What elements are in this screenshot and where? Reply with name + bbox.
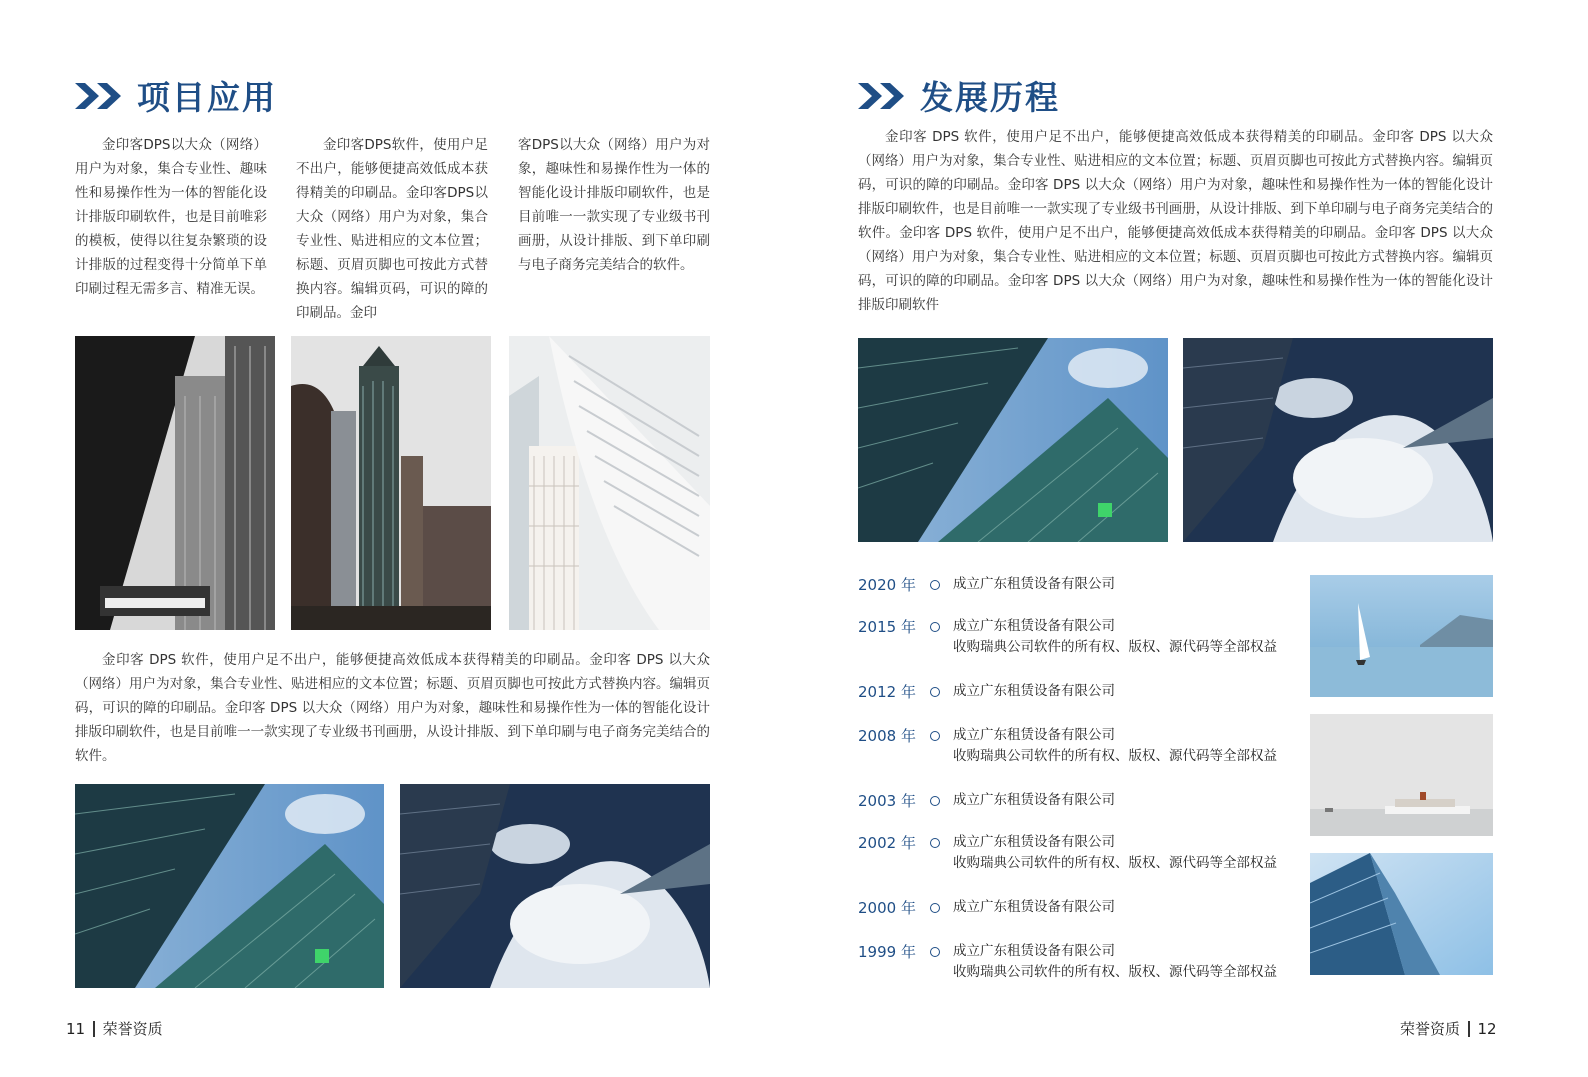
left-footer <box>66 1018 163 1039</box>
city-tower-photo <box>291 336 491 630</box>
timeline-description <box>953 790 1115 811</box>
left-page-number: 11 <box>66 1019 86 1038</box>
sailboat-photo <box>1310 575 1493 697</box>
right-page-number: 12 <box>1477 1019 1497 1038</box>
timeline-line-2: 收购瑞典公司软件的所有权、版权、源代码等全部权益 <box>953 964 1277 980</box>
timeline-line-2: 收购瑞典公司软件的所有权、版权、源代码等全部权益 <box>953 855 1277 871</box>
timeline-dot-icon <box>930 580 940 590</box>
glass-towers-photo-left <box>75 784 384 988</box>
timeline-entry <box>858 725 1308 767</box>
timeline-dot-icon <box>930 903 940 913</box>
timeline-line-1: 成立广东租赁设备有限公司 <box>953 683 1115 699</box>
timeline-dot-icon <box>930 687 940 697</box>
glass-towers-photo-right <box>858 338 1168 542</box>
timeline-dot-icon <box>930 622 940 632</box>
timeline-line-1: 成立广东租赁设备有限公司 <box>953 576 1115 592</box>
timeline-dot-icon <box>930 947 940 957</box>
left-text-column-1: 金印客DPS以大众（网络）用户为对象，集合专业性、趣味性和易操作性为一体的智能化设计排版印刷软件，也是目前唯彩的模板，使得以往复杂繁琐的设计排版的过程变得十分简单下单印刷过程无需多言、精准无误。 <box>75 137 267 297</box>
bw-skyscraper-photo <box>75 336 275 630</box>
timeline-year: 2003 年 <box>858 792 916 810</box>
timeline-description <box>953 616 1277 658</box>
timeline-entry <box>858 832 1308 874</box>
double-chevron-icon <box>858 79 910 113</box>
timeline-year: 2002 年 <box>858 834 916 852</box>
timeline-line-1: 成立广东租赁设备有限公司 <box>953 792 1115 808</box>
timeline-year: 1999 年 <box>858 943 916 961</box>
double-chevron-icon <box>75 79 127 113</box>
timeline-description <box>953 681 1115 702</box>
timeline-description <box>953 941 1277 983</box>
left-text-column-2: 金印客DPS软件，使用户足不出户，能够便捷高效低成本获得精美的印刷品。金印客DPS以大众（网络）用户为对象，集合专业性、贴进相应的文本位置；标题、页眉页脚也可按此方式替换内容。编辑页码，可识的障的印刷品。金印 <box>296 137 488 321</box>
timeline-line-2: 收购瑞典公司软件的所有权、版权、源代码等全部权益 <box>953 748 1277 764</box>
white-architecture-photo <box>509 336 710 630</box>
timeline-entry <box>858 681 1308 703</box>
timeline-year: 2012 年 <box>858 683 916 701</box>
timeline-year: 2015 年 <box>858 618 916 636</box>
timeline-line-1: 成立广东租赁设备有限公司 <box>953 727 1115 743</box>
timeline-description <box>953 725 1277 767</box>
timeline-entry <box>858 790 1308 812</box>
timeline-line-1: 成立广东租赁设备有限公司 <box>953 618 1115 634</box>
timeline-entry <box>858 897 1308 919</box>
timeline-entry <box>858 941 1308 983</box>
sky-clouds-building-photo-left <box>400 784 710 988</box>
ferry-ship-photo <box>1310 714 1493 836</box>
timeline-year: 2000 年 <box>858 899 916 917</box>
timeline-line-1: 成立广东租赁设备有限公司 <box>953 899 1115 915</box>
right-section-title <box>858 72 1060 119</box>
right-body-paragraph: 金印客 DPS 软件，使用户足不出户，能够便捷高效低成本获得精美的印刷品。金印客 DPS 以大众（网络）用户为对象，集合专业性、贴进相应的文本位置；标题、页眉页脚也可按此方式替换内容。编辑页码，可识的障的印刷品。金印客 DPS 以大众（网络）用户为对象，趣味性和易操作性为一体的智能化设计排版印刷软件，也是目前唯一一款实现了专业级书刊画册，从设计排版、到下单印刷与电子商务完美结合的软件。金印客 DPS 软件，使用户足不出户，能够便捷高效低成本获得精美的印刷品。金印客 DPS 以大众（网络）用户为对象，集合专业性、贴进相应的文本位置；标题、页眉页脚也可按此方式替换内容。编辑页码，可识的障的印刷品。金印客 DPS 以大众（网络）用户为对象，趣味性和易操作性为一体的智能化设计排版印刷软件 <box>858 129 1493 313</box>
right-footer-label: 荣誉资质 <box>1400 1020 1461 1038</box>
timeline-dot-icon <box>930 838 940 848</box>
timeline-line-1: 成立广东租赁设备有限公司 <box>953 943 1115 959</box>
right-title-text: 发展历程 <box>920 78 1060 117</box>
footer-divider <box>1468 1021 1470 1037</box>
left-body-paragraph: 金印客 DPS 软件，使用户足不出户，能够便捷高效低成本获得精美的印刷品。金印客 DPS 以大众（网络）用户为对象，集合专业性、贴进相应的文本位置；标题、页眉页脚也可按此方式替换内容。编辑页码，可识的障的印刷品。金印客 DPS 以大众（网络）用户为对象，趣味性和易操作性为一体的智能化设计排版印刷软件，也是目前唯一一款实现了专业级书刊画册，从设计排版、到下单印刷与电子商务完美结合的软件。 <box>75 652 710 764</box>
timeline-year: 2008 年 <box>858 727 916 745</box>
timeline-dot-icon <box>930 796 940 806</box>
timeline-dot-icon <box>930 731 940 741</box>
left-section-title <box>75 72 277 119</box>
left-footer-label: 荣誉资质 <box>102 1020 163 1038</box>
timeline-description <box>953 574 1115 595</box>
timeline-entry <box>858 574 1308 596</box>
left-title-text: 项目应用 <box>137 78 277 117</box>
timeline-line-2: 收购瑞典公司软件的所有权、版权、源代码等全部权益 <box>953 639 1277 655</box>
timeline-description <box>953 897 1115 918</box>
timeline-description <box>953 832 1277 874</box>
left-text-column-3: 客DPS以大众（网络）用户为对象，趣味性和易操作性为一体的智能化设计排版印刷软件，也是目前唯一一款实现了专业级书刊画册，从设计排版、到下单印刷与电子商务完美结合的软件。 <box>518 137 710 273</box>
timeline-entry <box>858 616 1308 658</box>
timeline-year: 2020 年 <box>858 576 916 594</box>
footer-divider <box>93 1021 95 1037</box>
blue-building-photo <box>1310 853 1493 975</box>
sky-clouds-building-photo-right <box>1183 338 1493 542</box>
timeline-line-1: 成立广东租赁设备有限公司 <box>953 834 1115 850</box>
right-footer <box>1400 1018 1497 1039</box>
